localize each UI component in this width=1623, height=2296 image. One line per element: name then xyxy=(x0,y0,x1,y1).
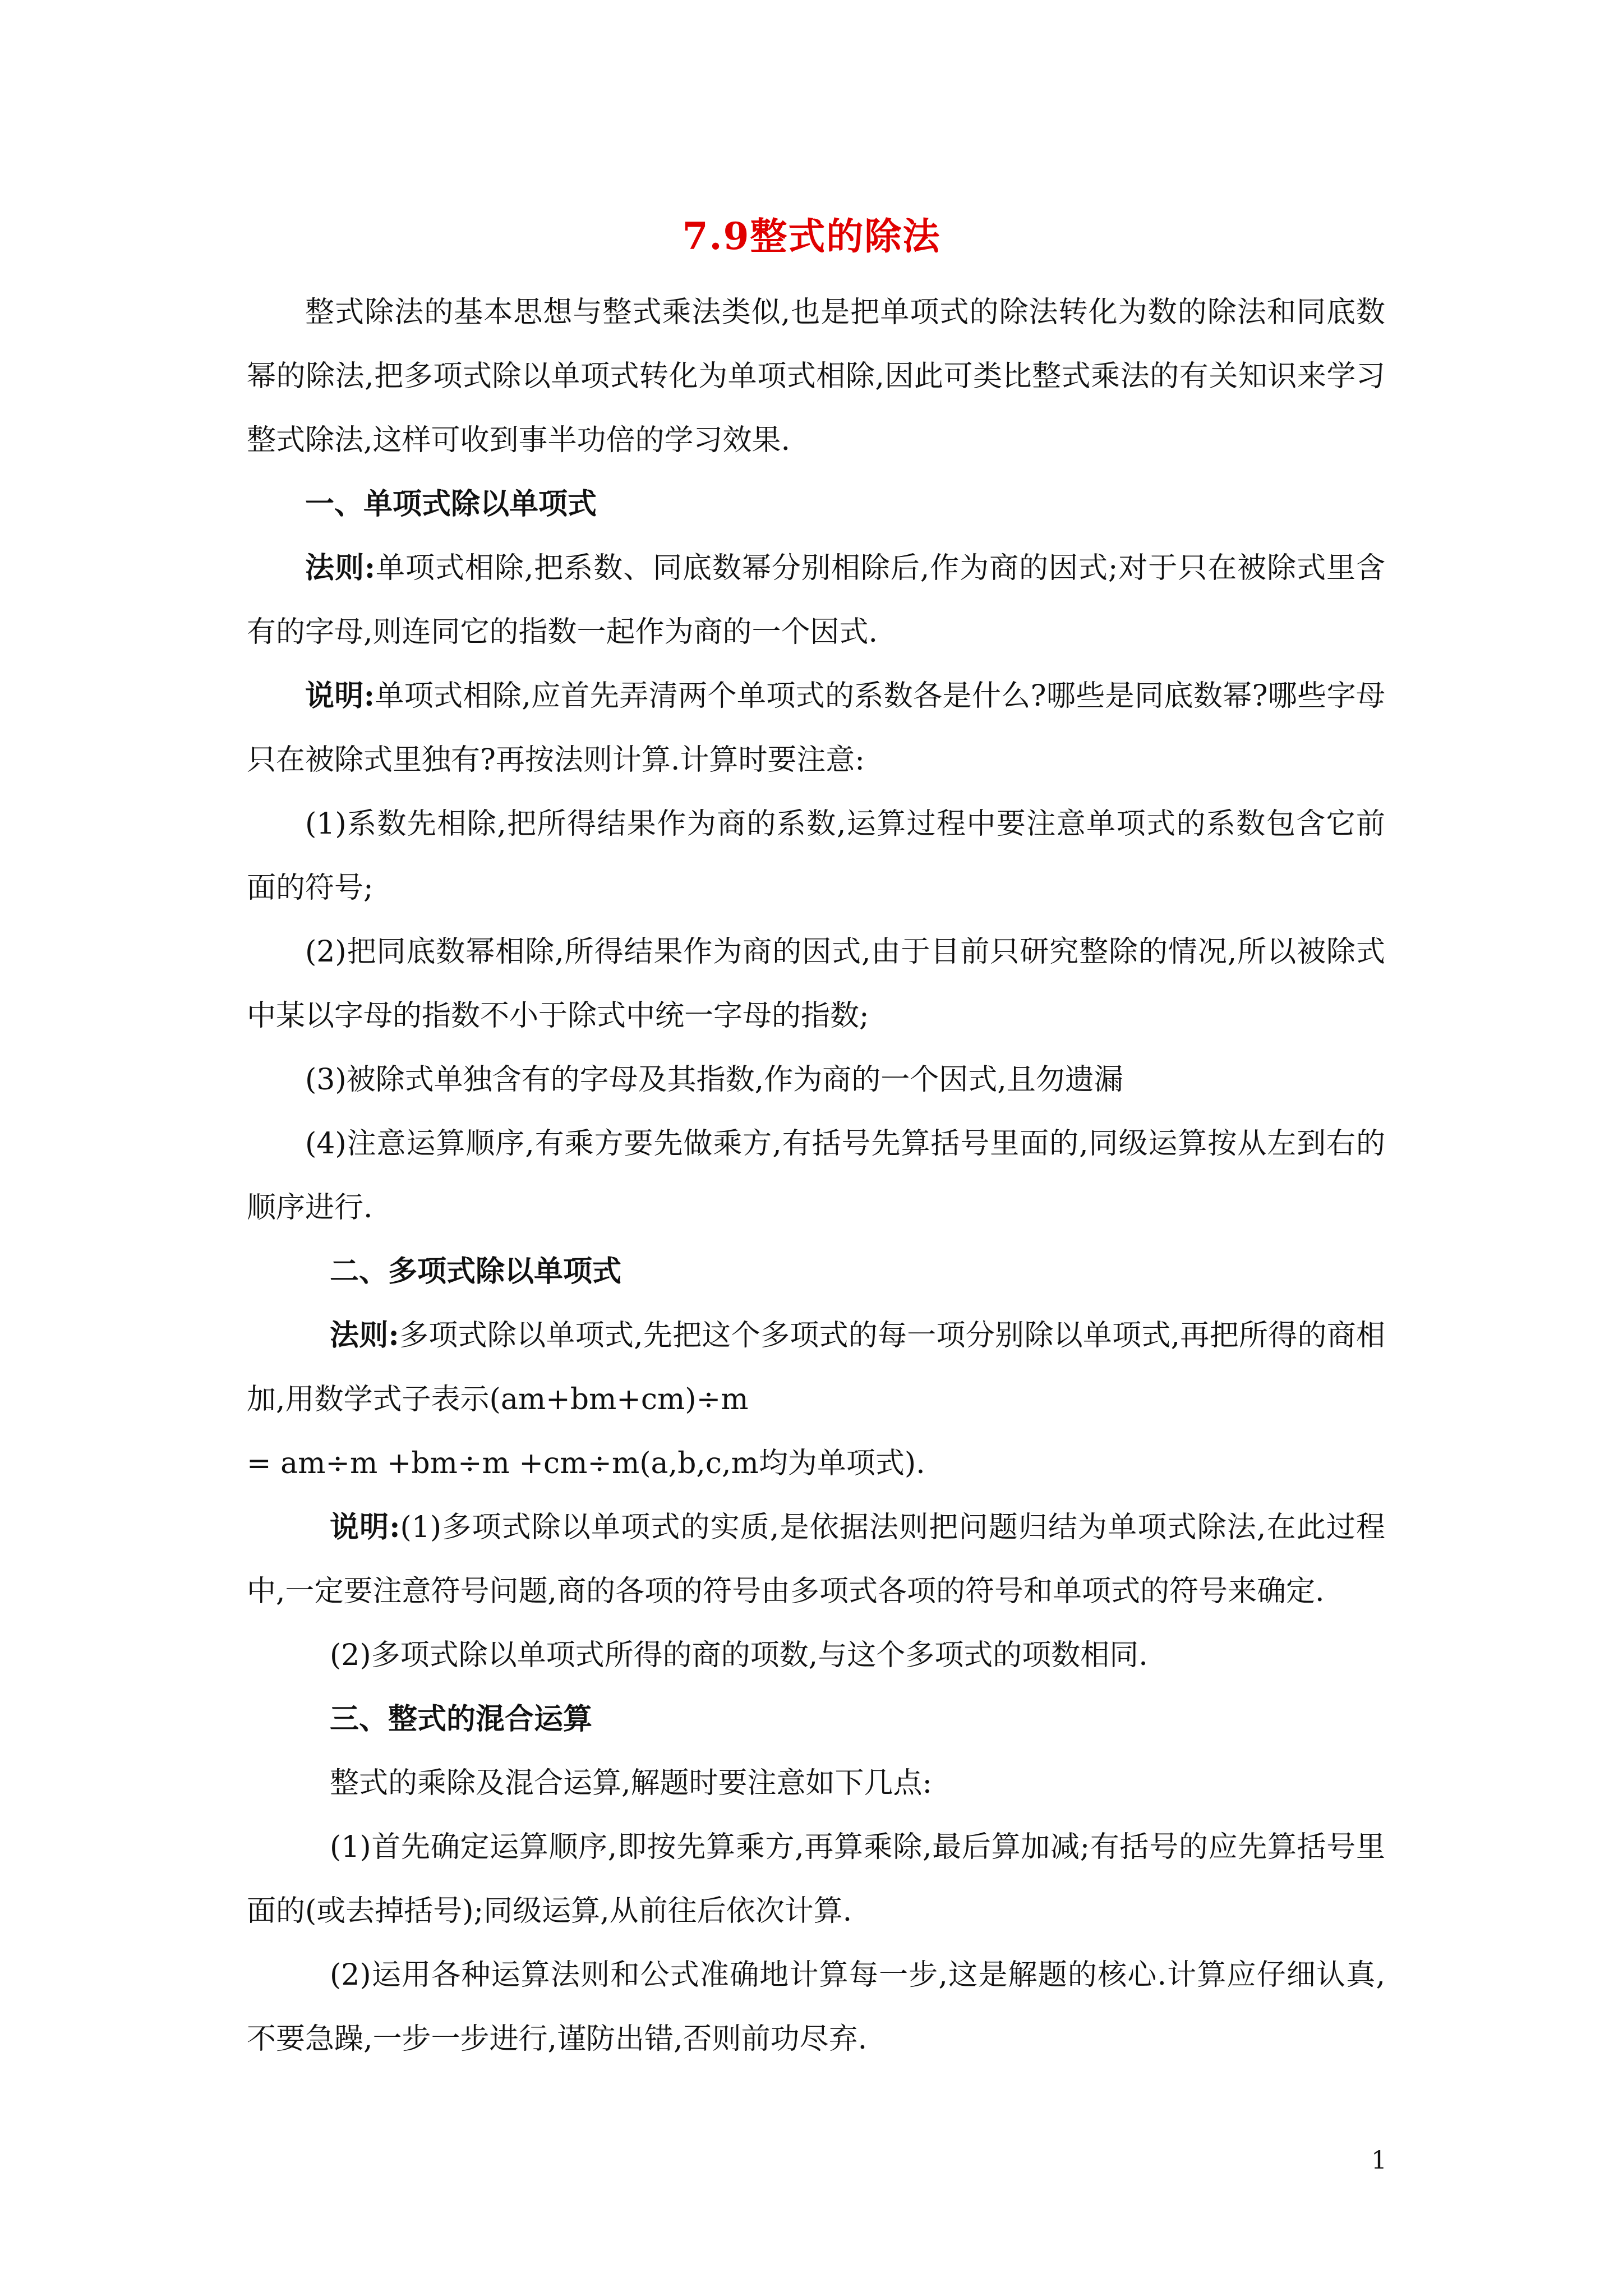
section2-formula: = am÷m +bm÷m +cm÷m(a,b,c,m均为单项式). xyxy=(247,1447,925,1480)
section2-note xyxy=(247,1496,1385,1623)
section1-item: (2)把同底数幂相除,所得结果作为商的因式,由于目前只研究整除的情况,所以被除式中某以字母的指数不小于除式中统一字母的指数; xyxy=(247,935,1385,1033)
rule-label: 法则: xyxy=(330,1318,399,1352)
section3-intro: 整式的乘除及混合运算,解题时要注意如下几点: xyxy=(330,1766,933,1800)
section2-rule xyxy=(247,1304,1385,1432)
section3-item: (1)首先确定运算顺序,即按先算乘方,再算乘除,最后算加减;有括号的应先算括号里面的(或去掉括号);同级运算,从前往后依次计算. xyxy=(247,1830,1385,1928)
note-label: 说明: xyxy=(305,679,375,713)
section1-rule xyxy=(247,536,1385,664)
section1-note xyxy=(247,664,1385,792)
section3-item: (2)运用各种运算法则和公式准确地计算每一步,这是解题的核心.计算应仔细认真,不要急躁,一步一步进行,谨防出错,否则前功尽弃. xyxy=(247,1958,1385,2056)
section2-heading: 二、多项式除以单项式 xyxy=(330,1254,622,1289)
page-number: 1 xyxy=(1371,2146,1387,2175)
rule-label: 法则: xyxy=(305,551,376,585)
rule-text: 多项式除以单项式,先把这个多项式的每一项分别除以单项式,再把所得的商相加,用数学式子表示(am+bm+cm)÷m xyxy=(247,1319,1386,1416)
note-text: (1)多项式除以单项式的实质,是依据法则把问题归结为单项式除法,在此过程中,一定要注意符号问题,商的各项的符号由多项式各项的符号和单项式的符号来确定. xyxy=(247,1511,1386,1608)
section3-heading: 三、整式的混合运算 xyxy=(330,1702,593,1736)
intro-paragraph: 整式除法的基本思想与整式乘法类似,也是把单项式的除法转化为数的除法和同底数幂的除法,把多项式除以单项式转化为单项式相除,因此可类比整式乘法的有关知识来学习整式除法,这样可收到事半功倍的学习效果. xyxy=(247,296,1385,457)
note-text: 单项式相除,应首先弄清两个单项式的系数各是什么?哪些是同底数幂?哪些字母只在被除式里独有?再按法则计算.计算时要注意: xyxy=(247,679,1385,777)
section1-item: (3)被除式单独含有的字母及其指数,作为商的一个因式,且勿遗漏 xyxy=(305,1063,1123,1097)
note-label: 说明: xyxy=(330,1510,400,1544)
page-title: 7.9整式的除法 xyxy=(682,214,941,258)
section1-heading: 一、单项式除以单项式 xyxy=(305,487,597,521)
document-body xyxy=(247,280,1385,2071)
section1-item: (1)系数先相除,把所得结果作为商的系数,运算过程中要注意单项式的系数包含它前面的符号; xyxy=(247,807,1385,905)
section1-item: (4)注意运算顺序,有乘方要先做乘方,有括号先算括号里面的,同级运算按从左到右的顺序进行. xyxy=(247,1127,1385,1225)
section2-note2: (2)多项式除以单项式所得的商的项数,与这个多项式的项数相同. xyxy=(330,1639,1148,1672)
rule-text: 单项式相除,把系数、同底数幂分别相除后,作为商的因式;对于只在被除式里含有的字母,则连同它的指数一起作为商的一个因式. xyxy=(247,551,1385,649)
